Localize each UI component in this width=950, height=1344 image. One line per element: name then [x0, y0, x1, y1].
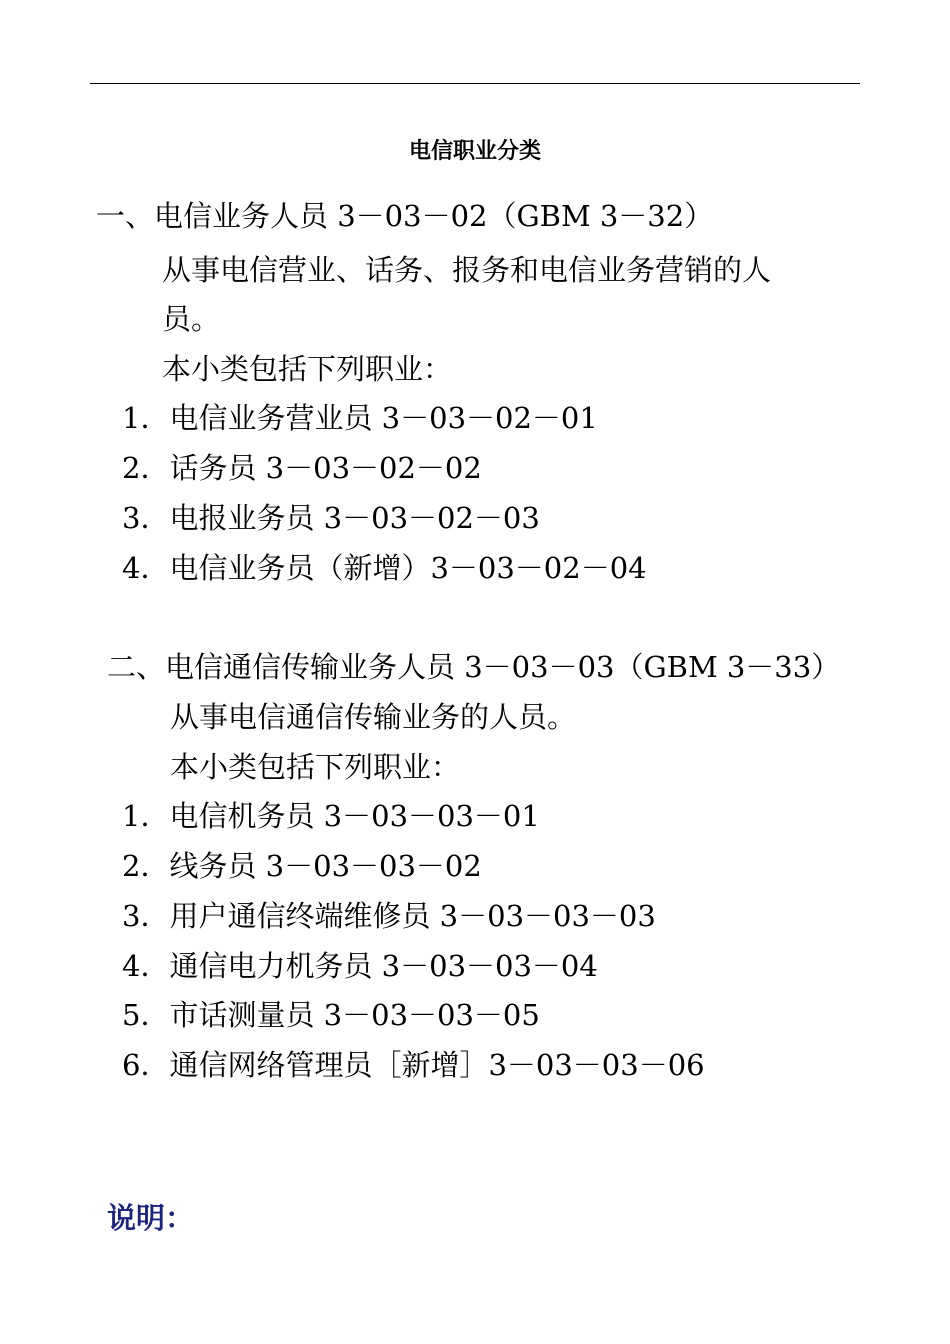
section2-item: 2．线务员 3－03－03－02 [122, 849, 482, 883]
section2-item: 3．用户通信终端维修员 3－03－03－03 [122, 899, 656, 933]
section1-intro: 本小类包括下列职业： [162, 352, 453, 386]
section2-item: 5．市话测量员 3－03－03－05 [122, 998, 540, 1032]
section1-item: 1．电信业务营业员 3－03－02－01 [122, 401, 598, 435]
section2-item: 4．通信电力机务员 3－03－03－04 [122, 949, 598, 983]
section2-description: 从事电信通信传输业务的人员。 [170, 700, 577, 734]
document-title: 电信职业分类 [408, 138, 541, 164]
section1-item: 3．电报业务员 3－03－02－03 [122, 501, 540, 535]
section1-item: 2．话务员 3－03－02－02 [122, 451, 482, 485]
section1-description-line1: 从事电信营业、话务、报务和电信业务营销的人 [162, 253, 772, 287]
section1-heading: 一、电信业务人员 3－03－02（GBM 3－32） [96, 199, 714, 233]
section2-item: 6．通信网络管理员［新增］3－03－03－06 [122, 1048, 705, 1082]
section1-item: 4．电信业务员（新增）3－03－02－04 [122, 551, 647, 585]
section2-item: 1．电信机务员 3－03－03－01 [122, 799, 540, 833]
section2-intro: 本小类包括下列职业： [170, 750, 461, 784]
section2-heading: 二、电信通信传输业务人员 3－03－03（GBM 3－33） [107, 650, 841, 684]
section1-description-line2: 员。 [162, 302, 221, 336]
header-rule [90, 83, 860, 84]
note-label: 说明： [107, 1201, 195, 1235]
